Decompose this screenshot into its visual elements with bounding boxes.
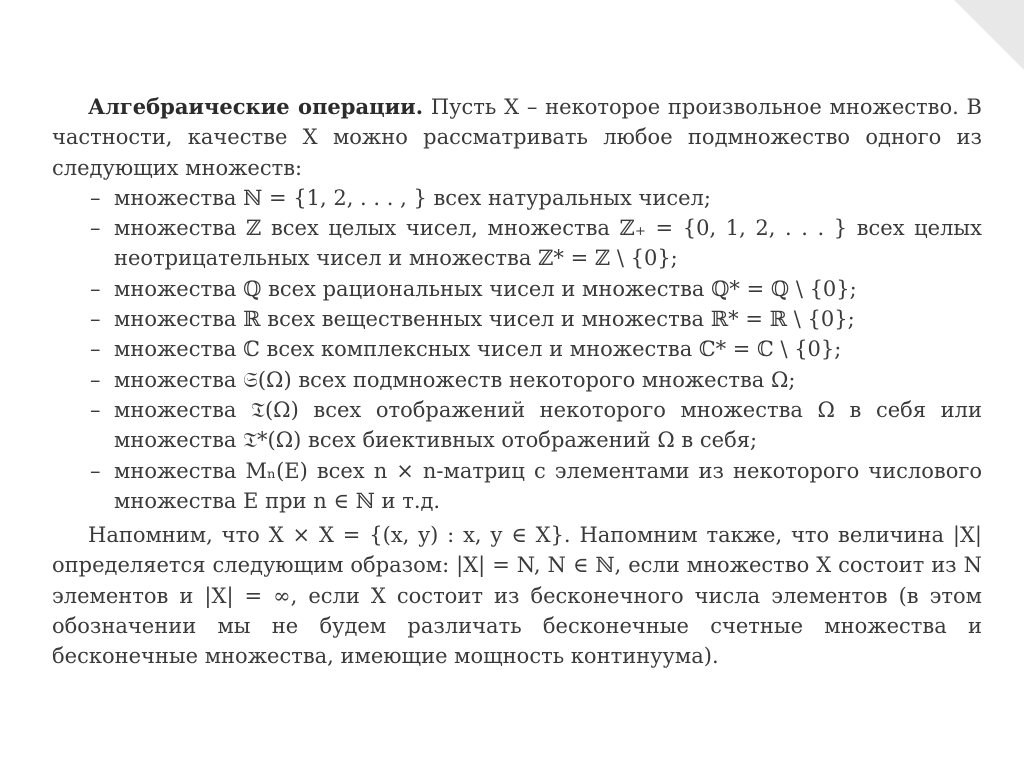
list-item: [90, 213, 982, 274]
intro-paragraph: [52, 92, 982, 183]
list-marker: –: [90, 397, 101, 422]
list-item: [90, 365, 982, 395]
list-marker: –: [90, 458, 101, 483]
page-corner-decoration: [954, 0, 1024, 70]
list-item-text: множества ℂ всех комплексных чисел и множества ℂ* = ℂ \ {0};: [114, 337, 842, 362]
list-item: [90, 274, 982, 304]
list-marker: –: [90, 307, 101, 332]
list-item: [90, 395, 982, 456]
set-list: [52, 183, 982, 516]
list-marker: –: [90, 216, 101, 241]
list-item: [90, 456, 982, 517]
document-page: [52, 92, 982, 672]
list-item-text: множества 𝔖(Ω) всех подмножеств некоторого множества Ω;: [114, 367, 796, 392]
list-item-text: множества ℕ = {1, 2, . . . , } всех натуральных чисел;: [114, 185, 711, 210]
section-heading: Алгебраические операции.: [88, 94, 424, 119]
intro-text: Пусть X – некоторое произвольное множество. В частности, качестве X можно рассматривать любое подмножество одного из следующих множеств:: [52, 95, 982, 180]
list-item: [90, 304, 982, 334]
list-marker: –: [90, 276, 101, 301]
list-item-text: множества ℝ всех вещественных чисел и множества ℝ* = ℝ \ {0};: [114, 307, 855, 332]
list-marker: –: [90, 367, 101, 392]
list-item-text: множества ℤ всех целых чисел, множества ℤ₊ = {0, 1, 2, . . . } всех целых неотрицательных чисел и множества ℤ* = ℤ \ {0};: [114, 216, 982, 271]
outro-paragraph: Напомним, что X × X = {(x, y) : x, y ∈ X}. Напомним также, что величина |X| определяется следующим образом: |X| = N, N ∈ ℕ, если множество X состоит из N элементов и |X| = ∞, если X состоит из бесконечного числа элементов (в этом обозначении мы не будем различать бесконечные счетные множества и бесконечные множества, имеющие мощность континуума).: [52, 523, 982, 669]
list-item: [90, 334, 982, 364]
list-item-text: множества ℚ всех рациональных чисел и множества ℚ* = ℚ \ {0};: [114, 276, 857, 301]
list-item-text: множества Mₙ(E) всех n × n-матриц с элементами из некоторого числового множества E при n ∈ ℕ и т.д.: [114, 458, 982, 513]
list-item-text: множества 𝔗(Ω) всех отображений некоторого множества Ω в себя или множества 𝔗*(Ω) всех биективных отображений Ω в себя;: [114, 397, 982, 453]
list-item: [90, 183, 982, 213]
list-marker: –: [90, 185, 101, 210]
list-marker: –: [90, 337, 101, 362]
